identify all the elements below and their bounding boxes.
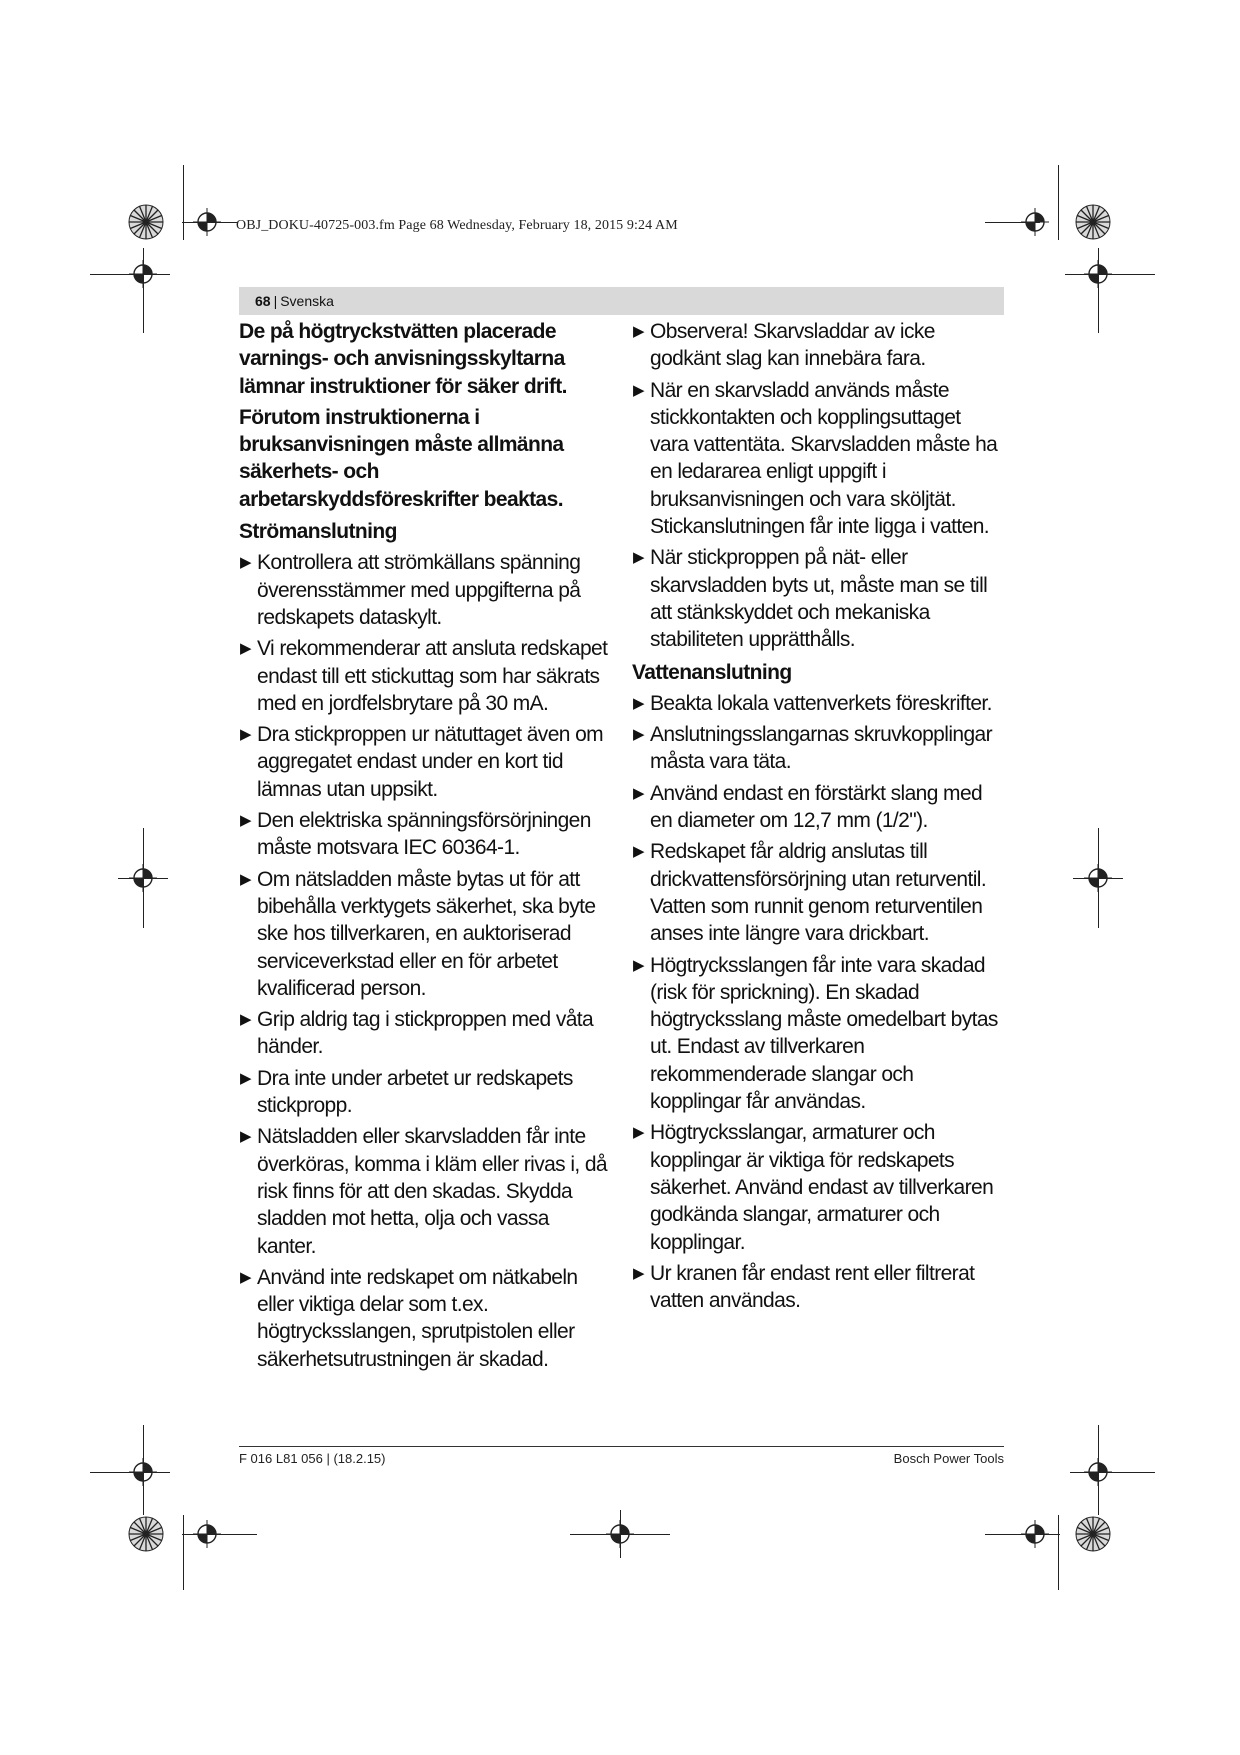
list-item: ▶ Grip aldrig tag i stickproppen med våta händer. [240, 1008, 594, 1059]
right-column [632, 318, 1004, 1318]
crosshair-mark-icon [1084, 260, 1112, 288]
star-mark-icon [129, 205, 163, 239]
list-item: ▶ Högtrycksslangen får inte vara skadad (risk för sprickning). En skadad högtrycksslang måste omedelbart bytas ut. Endast av tillverkaren rekommenderade slangar och kopplingar får användas. [633, 953, 998, 1114]
crosshair-mark-icon [1084, 1458, 1112, 1486]
list-item: ▶ Anslutningsslangarnas skruvkopplingar måsta vara täta. [633, 723, 993, 774]
crosshair-mark-icon [193, 208, 221, 236]
bullet-triangle-icon: ▶ [633, 323, 644, 340]
star-mark-icon [129, 1517, 163, 1551]
intro-paragraph-1: De på högtryckstvätten placerade varnings- och anvisningsskyltarna lämnar instruktioner för säker drift. [239, 320, 567, 398]
crosshair-mark-icon [193, 1520, 221, 1548]
intro-paragraph-2: Förutom instruktionerna i bruksanvisningen måste allmänna säkerhets- och arbetarskyddsföreskrifter beaktas. [239, 405, 564, 511]
bullet-triangle-icon: ▶ [633, 549, 644, 567]
list-item: ▶ Kontrollera att strömkällans spänning överensstämmer med uppgifterna på redskapets dataskylt. [240, 551, 581, 629]
extension-cord-list [632, 318, 1004, 654]
list-item: ▶ Observera! Skarvsladdar av icke godkänt slag kan innebära fara. [633, 320, 935, 371]
list-item: ▶ Den elektriska spänningsförsörjningen måste motsvara IEC 60364-1. [240, 809, 591, 860]
list-item: ▶ Om nätsladden måste bytas ut för att bibehålla verktygets säkerhet, ska byte ske hos tillverkaren, en auktoriserad serviceverkstad eller en för arbetet kvalificerad person. [240, 867, 596, 1000]
bullet-triangle-icon: ▶ [633, 1264, 644, 1282]
crosshair-mark-icon [129, 1458, 157, 1486]
crosshair-mark-icon [1084, 864, 1112, 892]
bullet-triangle-icon: ▶ [240, 812, 251, 830]
star-mark-icon [1076, 1517, 1110, 1551]
list-item: ▶ Vi rekommenderar att ansluta redskapet endast till ett stickuttag som har säkrats med en jordfelsbrytare på 30 mA. [240, 637, 608, 715]
bullet-triangle-icon: ▶ [633, 726, 644, 744]
bullet-triangle-icon: ▶ [633, 1124, 644, 1142]
page-number: 68 [255, 293, 271, 309]
left-column [239, 318, 611, 1377]
bullet-triangle-icon: ▶ [633, 956, 644, 974]
section-heading-water: Vattenanslutning [632, 660, 792, 684]
bullet-triangle-icon: ▶ [240, 554, 251, 572]
section-heading-power: Strömanslutning [239, 520, 397, 544]
list-item: ▶ Använd endast en förstärkt slang med en diameter om 12,7 mm (1/2"). [633, 781, 983, 833]
footer-brand: Bosch Power Tools [893, 1451, 1004, 1466]
bullet-triangle-icon: ▶ [633, 784, 644, 802]
bullet-triangle-icon: ▶ [240, 1011, 251, 1029]
file-info: OBJ_DOKU-40725-003.fm Page 68 Wednesday, February 18, 2015 9:24 AM [236, 218, 678, 233]
list-item: ▶ Högtrycksslangar, armaturer och kopplingar är viktiga för redskapets säkerhet. Använd endast av tillverkaren godkända slangar, armaturer och kopplingar. [633, 1121, 994, 1254]
list-item: ▶ Ur kranen får endast rent eller filtrerat vatten användas. [633, 1261, 975, 1313]
power-list [239, 549, 611, 1373]
bullet-triangle-icon: ▶ [633, 843, 644, 861]
list-item: ▶ Använd inte redskapet om nätkabeln eller viktiga delar som t.ex. högtrycksslangen, sprutpistolen eller säkerhetsutrustningen är skadad. [240, 1265, 578, 1371]
header-separator: | [273, 293, 278, 309]
crosshair-mark-icon [129, 260, 157, 288]
list-item: ▶ Redskapet får aldrig anslutas till drickvattensförsörjning utan returventil. Vatten som runnit genom returventilen anses inte längre vara drickbart. [633, 840, 987, 946]
list-item: ▶ Nätsladden eller skarvsladden får inte överköras, komma i kläm eller rivas i, då risk finns för att den skadas. Skydda sladden mot hetta, olja och vassa kanter. [240, 1125, 608, 1258]
bullet-triangle-icon: ▶ [240, 640, 251, 658]
bullet-triangle-icon: ▶ [240, 1069, 251, 1087]
list-item: ▶ När stickproppen på nät- eller skarvsladden byts ut, måste man se till att stänkskyddet och mekaniska stabiliteten upprätthålls. [633, 546, 988, 652]
star-mark-icon [1076, 205, 1110, 239]
bullet-triangle-icon: ▶ [633, 381, 644, 399]
crosshair-mark-icon [129, 864, 157, 892]
water-list [632, 690, 1004, 1315]
crosshair-mark-icon [1021, 1520, 1049, 1548]
bullet-triangle-icon: ▶ [240, 870, 251, 888]
bullet-triangle-icon: ▶ [240, 1128, 251, 1146]
crosshair-mark-icon [606, 1520, 634, 1548]
bullet-triangle-icon: ▶ [240, 1268, 251, 1286]
crosshair-mark-icon [1021, 208, 1049, 236]
list-item: ▶ Dra stickproppen ur nätuttaget även om aggregatet endast under en kort tid lämnas utan uppsikt. [240, 723, 604, 801]
list-item: ▶ Dra inte under arbetet ur redskapets stickpropp. [240, 1066, 573, 1118]
bullet-triangle-icon: ▶ [240, 726, 251, 744]
list-item: ▶ När en skarvsladd används måste stickkontakten och kopplingsuttaget vara vattentäta. Skarvsladden måste ha en ledararea enligt uppgift i bruksanvisningen och vara sköljtät. Stickanslutningen får inte ligga i vatten. [633, 378, 998, 539]
footer-doc-code: F 016 L81 056 | (18.2.15) [239, 1451, 386, 1466]
bullet-triangle-icon: ▶ [633, 694, 644, 712]
list-item: ▶ Beakta lokala vattenverkets föreskrifter. [632, 690, 1004, 717]
footer-rule [239, 1446, 1004, 1447]
section-name: Svenska [280, 293, 334, 309]
page-header [239, 287, 1004, 315]
